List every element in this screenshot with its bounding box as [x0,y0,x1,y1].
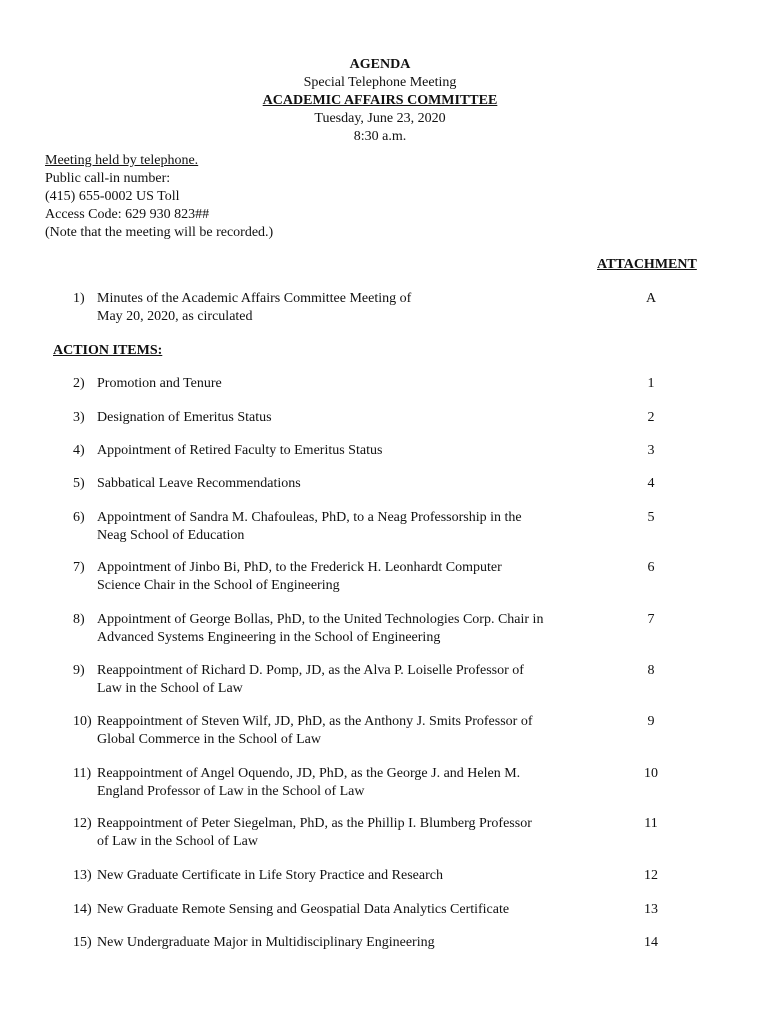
item-number: 5) [73,476,85,491]
item-attachment: 4 [647,476,655,491]
item-text [97,662,597,698]
item-line: Reappointment of Angel Oquendo, JD, PhD, as the George J. and Helen M. [97,766,521,781]
item-attachment: 5 [647,510,655,525]
item-attachment: 12 [644,868,658,883]
item-line: Sabbatical Leave Recommendations [97,476,301,491]
item-number: 8) [73,612,85,627]
item-text [97,509,597,545]
item-number: 3) [73,410,85,425]
item-line: England Professor of Law in the School of Law [97,784,365,799]
item-attachment: 10 [644,766,658,781]
item-line: of Law in the School of Law [97,834,258,849]
item-line: Designation of Emeritus Status [97,410,272,425]
access-code: Access Code: 629 930 823## [45,207,210,222]
item-attachment: 9 [647,714,655,729]
item-text [97,559,597,595]
item-line: Promotion and Tenure [97,376,222,391]
item-text [97,375,597,393]
item-number: 10) [73,714,92,729]
item-line: Global Commerce in the School of Law [97,732,321,747]
meeting-info [45,152,273,242]
meeting-date: Tuesday, June 23, 2020 [314,111,446,126]
item-line: Appointment of Retired Faculty to Emeritus Status [97,443,383,458]
item-attachment: 11 [644,816,658,831]
item-line: New Graduate Remote Sensing and Geospatial Data Analytics Certificate [97,902,510,917]
attachment-column-header: ATTACHMENT [597,257,697,272]
item-text [97,290,597,326]
item-number: 6) [73,510,85,525]
item-number: 4) [73,443,85,458]
item-text [97,765,597,801]
agenda-header [0,56,760,146]
item-attachment: 8 [647,663,655,678]
item-text [97,713,597,749]
action-items-header: ACTION ITEMS: [53,343,163,358]
item-line: Neag School of Education [97,528,245,543]
item-line: Appointment of Jinbo Bi, PhD, to the Frederick H. Leonhardt Computer [97,560,502,575]
phone-number: (415) 655-0002 US Toll [45,189,180,204]
item-number: 11) [73,766,92,781]
item-attachment: 7 [647,612,655,627]
call-in-label: Public call-in number: [45,171,171,186]
item-number: 14) [73,902,92,917]
item-text [97,867,597,885]
item-number: 1) [73,291,85,306]
item-text [97,611,597,647]
agenda-title: AGENDA [349,57,411,72]
item-line: Appointment of Sandra M. Chafouleas, PhD, to a Neag Professorship in the [97,510,522,525]
item-text [97,901,597,919]
item-attachment: 2 [647,410,655,425]
committee-name: ACADEMIC AFFAIRS COMMITTEE [262,93,498,108]
item-attachment: 14 [644,935,658,950]
item-line: May 20, 2020, as circulated [97,309,253,324]
item-text [97,815,597,851]
item-line: Advanced Systems Engineering in the School of Engineering [97,630,441,645]
item-line: Science Chair in the School of Engineering [97,578,340,593]
item-line: Minutes of the Academic Affairs Committee Meeting of [97,291,412,306]
item-number: 2) [73,376,85,391]
meeting-held-note: Meeting held by telephone. [45,153,199,168]
item-attachment: 6 [647,560,655,575]
recording-note: (Note that the meeting will be recorded.) [45,225,274,240]
item-number: 15) [73,935,92,950]
item-attachment: A [645,291,657,306]
item-text [97,475,597,493]
item-attachment: 1 [647,376,655,391]
item-text [97,934,597,952]
item-number: 13) [73,868,92,883]
item-line: Reappointment of Peter Siegelman, PhD, as the Phillip I. Blumberg Professor [97,816,532,831]
item-number: 12) [73,816,92,831]
item-line: New Graduate Certificate in Life Story Practice and Research [97,868,443,883]
meeting-time: 8:30 a.m. [353,129,407,144]
item-line: Reappointment of Steven Wilf, JD, PhD, as the Anthony J. Smits Professor of [97,714,533,729]
item-line: Appointment of George Bollas, PhD, to the United Technologies Corp. Chair in [97,612,544,627]
item-attachment: 3 [647,443,655,458]
item-line: New Undergraduate Major in Multidisciplinary Engineering [97,935,435,950]
item-text [97,409,597,427]
item-text [97,442,597,460]
item-attachment: 13 [644,902,658,917]
meeting-type: Special Telephone Meeting [303,75,457,90]
item-number: 9) [73,663,85,678]
item-line: Reappointment of Richard D. Pomp, JD, as the Alva P. Loiselle Professor of [97,663,524,678]
item-line: Law in the School of Law [97,681,243,696]
item-number: 7) [73,560,85,575]
